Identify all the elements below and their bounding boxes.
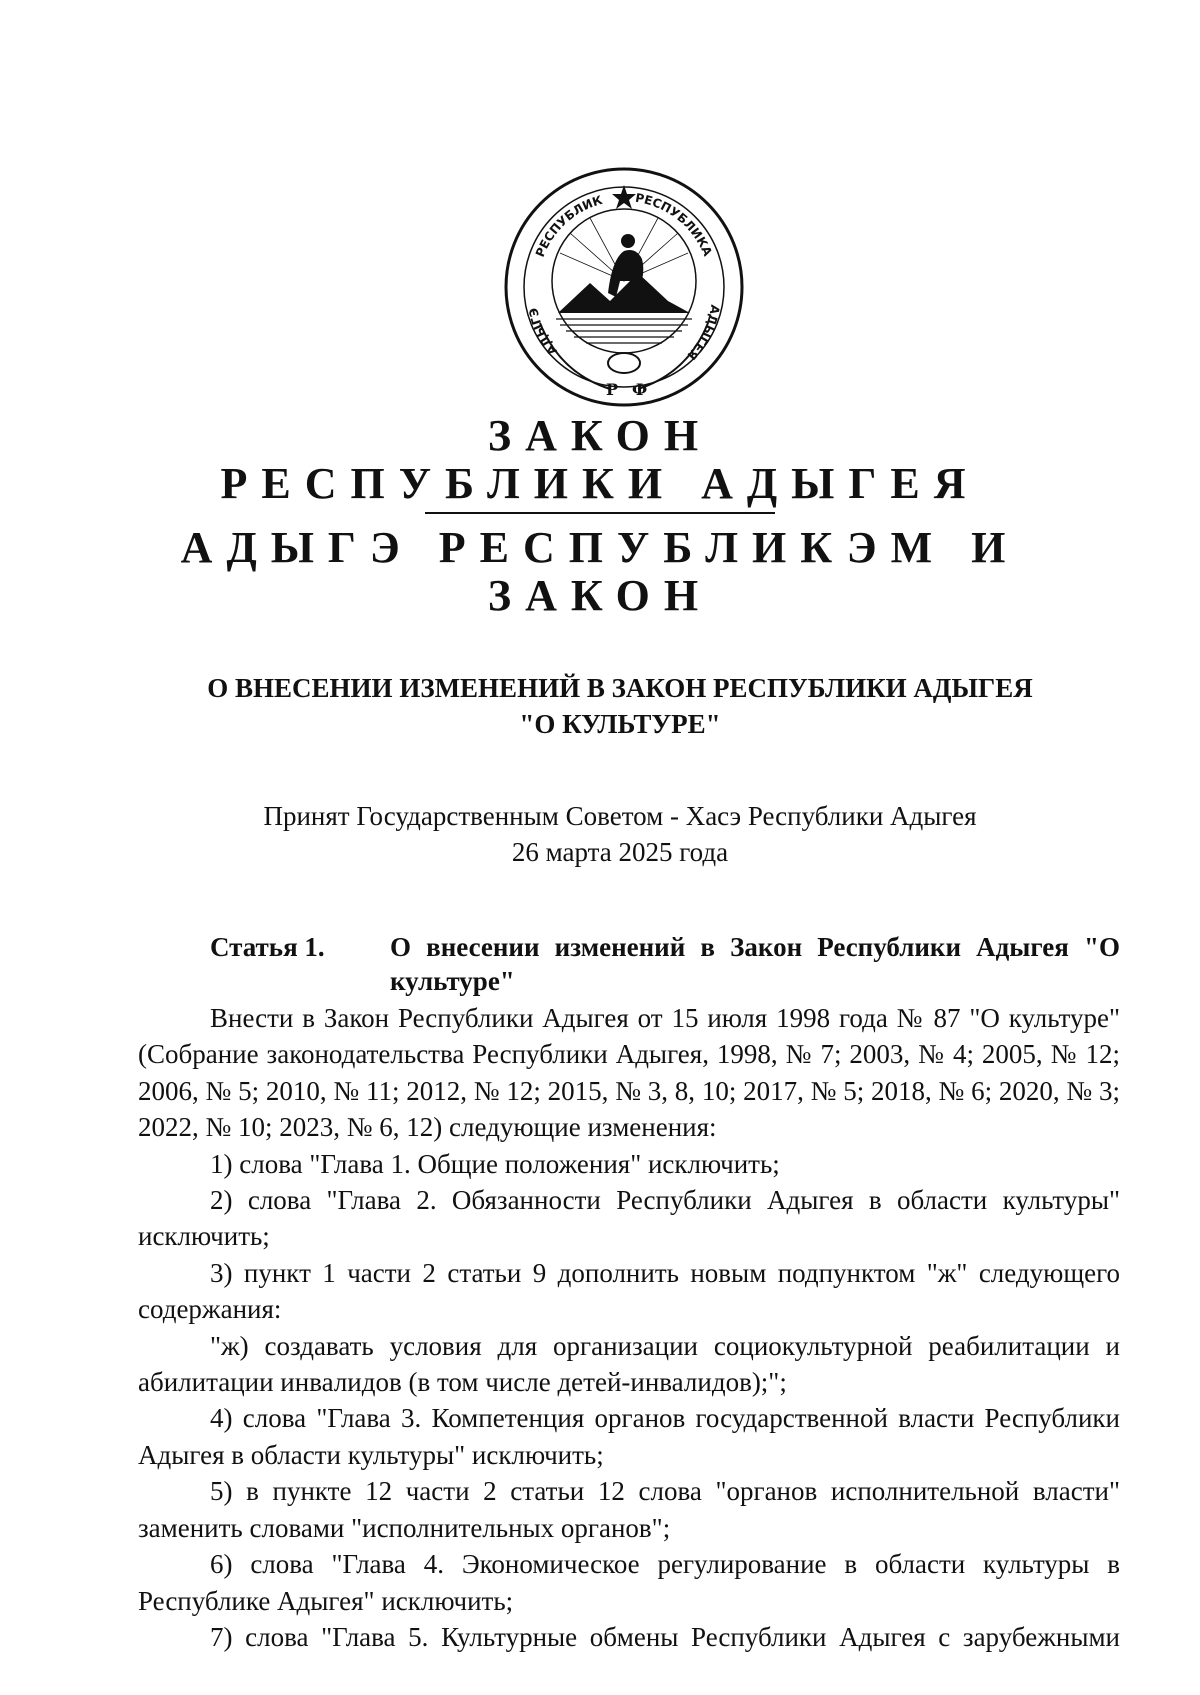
emblem-text-right: АДЫГЕЯ [684, 303, 723, 363]
paragraph-item-3: 3) пункт 1 части 2 статьи 9 дополнить новым подпунктом "ж" следующего содержания: [138, 1257, 1120, 1325]
article-label: Статья 1. [210, 932, 325, 962]
emblem-icon [500, 163, 748, 411]
subject-line-2: "О КУЛЬТУРЕ" [519, 709, 721, 739]
subject-line-1: О ВНЕСЕНИИ ИЗМЕНЕНИЙ В ЗАКОН РЕСПУБЛИКИ АДЫГЕЯ [207, 673, 1033, 703]
svg-text:АДЫГЭ [526, 306, 560, 357]
svg-text:РЕСПУБЛИК [533, 193, 604, 259]
title-zakon: ЗАКОН [487, 411, 713, 460]
svg-text:АДЫГЕЯ [684, 304, 722, 363]
emblem-letter-f: Ф [632, 380, 648, 399]
article-body [138, 1000, 1120, 1655]
paragraph-item-7: 7) слова "Глава 5. Культурные обмены Республики Адыгея с зарубежными [210, 1621, 1120, 1652]
paragraph-subitem-zh: "ж) создавать условия для организации социокультурной реабилитации и абилитации инвалидов (в том числе детей-инвалидов);"; [138, 1330, 1120, 1398]
law-title [0, 412, 1200, 620]
law-subject [150, 670, 1090, 742]
coat-of-arms-emblem [500, 163, 748, 411]
adoption-date: 26 марта 2025 года [511, 837, 729, 867]
emblem-text-left: АДЫГЭ [526, 306, 560, 358]
paragraph-item-2: 2) слова "Глава 2. Обязанности Республики Адыгея в области культуры" исключить; [138, 1185, 1120, 1252]
title-respubliki-adygeya: РЕСПУБЛИКИ АДЫГЕЯ [220, 459, 980, 508]
paragraph-item-5: 5) в пункте 12 части 2 статьи 12 слова "органов исполнительной власти" заменить словами "исполнительных органов"; [138, 1476, 1120, 1543]
title-adyge-respublikem: АДЫГЭ РЕСПУБЛИКЭМ И [180, 523, 1020, 572]
emblem-letter-r: Р [606, 380, 619, 399]
title-zakon-adyghe: ЗАКОН [487, 571, 713, 620]
article-heading: О внесении изменений в Закон Республики Адыгея "О культуре" [390, 932, 1120, 996]
paragraph-item-4: 4) слова "Глава 3. Компетенция органов государственной власти Республики Адыгея в области культуры" исключить; [138, 1403, 1120, 1470]
paragraph-item-1: 1) слова "Глава 1. Общие положения" исключить; [210, 1148, 780, 1179]
adoption-info [150, 798, 1090, 870]
adopted-by: Принят Государственным Советом - Хасэ Республики Адыгея [263, 801, 977, 831]
emblem-text-top-right: РЕСПУБЛИКА [634, 190, 715, 259]
paragraph-intro: Внести в Закон Республики Адыгея от 15 июля 1998 года № 87 "О культуре" (Собрание законодательства Республики Адыгея, 1998, № 7; 2003, № 4; 2005, № 12; 2006, № 5; 2010, № 11; 2012, № 12; 2015, № 3, 8, 10; 2017, № 5; 2018, № 6; 2020, № 3; 2022, № 10; 2023, № 6, 12) следующие изменения: [138, 1003, 1120, 1143]
paragraph-item-6: 6) слова "Глава 4. Экономическое регулирование в области культуры в Республике Адыгея" исключить; [138, 1549, 1120, 1616]
title-divider [425, 512, 775, 514]
emblem-text-top-left: РЕСПУБЛИК [532, 192, 605, 260]
